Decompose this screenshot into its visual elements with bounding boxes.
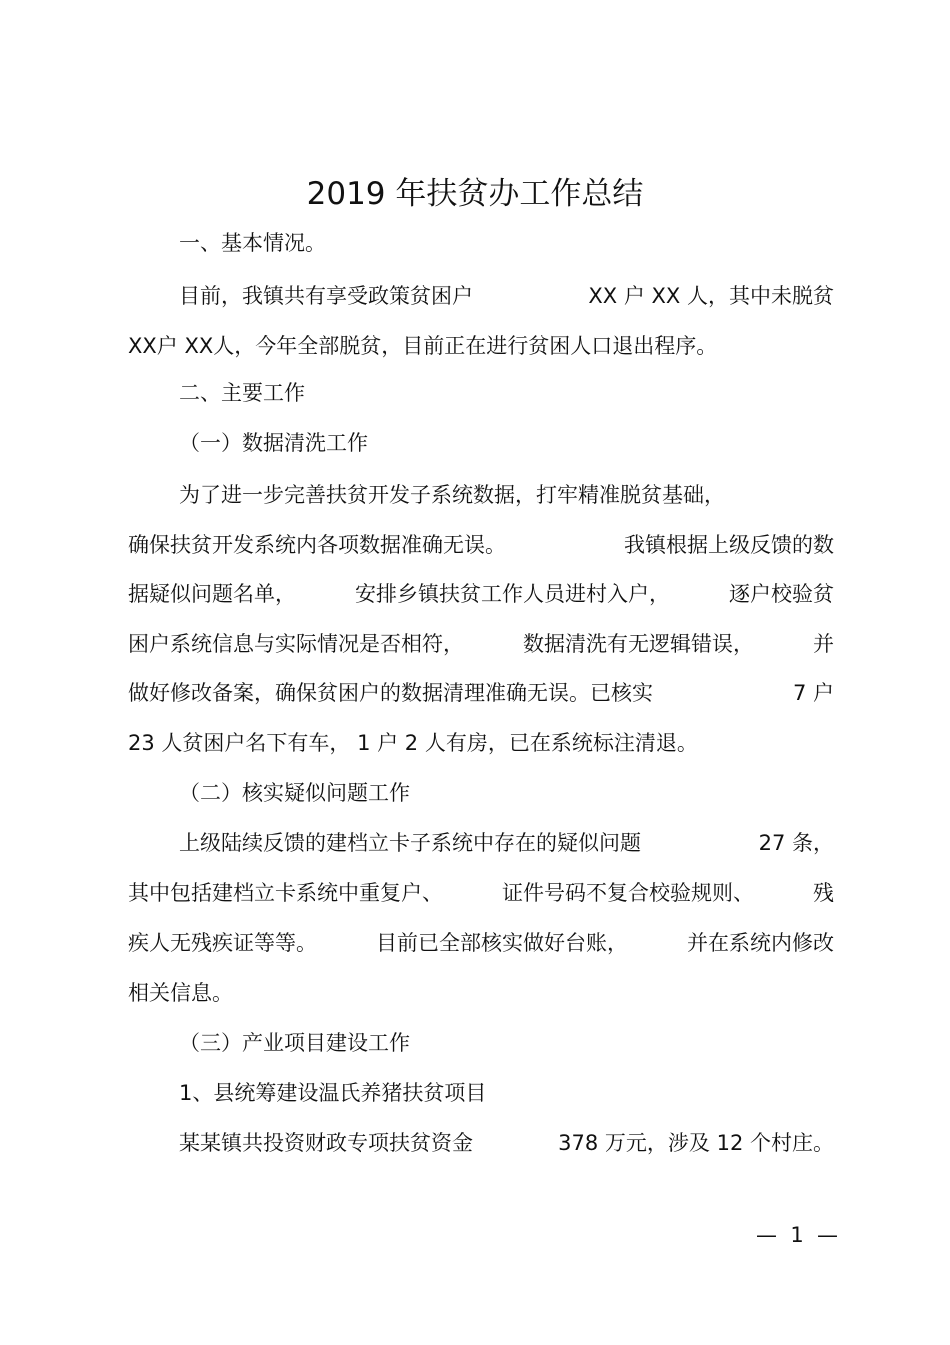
text-segment: 据疑似问题名单， xyxy=(128,582,296,606)
text-segment: 目前已全部核实做好台账， xyxy=(376,931,628,955)
text-segment: 困户系统信息与实际情况是否相符， xyxy=(128,632,464,656)
paragraph-line: 23 人贫困户名下有车， 1 户 2 人有房，已在系统标注清退。 xyxy=(128,731,698,755)
list-item-heading: 1、县统筹建设温氏养猪扶贫项目 xyxy=(179,1081,487,1105)
text-segment: 安排乡镇扶贫工作人员进村入户， xyxy=(355,582,670,606)
paragraph-line xyxy=(128,678,834,708)
text-segment: 上级陆续反馈的建档立卡子系统中存在的疑似问题 xyxy=(179,831,641,855)
paragraph-line xyxy=(179,281,834,311)
text-segment: 27 条， xyxy=(758,831,834,855)
paragraph-line xyxy=(128,579,834,609)
paragraph-line xyxy=(128,530,834,560)
section-heading-main-work: 二、主要工作 xyxy=(179,381,305,405)
text-segment: 其中包括建档立卡系统中重复户、 xyxy=(128,881,443,905)
paragraph-line xyxy=(179,1128,834,1158)
text-segment: 并在系统内修改 xyxy=(687,931,834,955)
paragraph-line: 相关信息。 xyxy=(128,981,233,1005)
subsection-heading-verify-issues: （二）核实疑似问题工作 xyxy=(179,781,410,805)
text-segment: 证件号码不复合校验规则、 xyxy=(502,881,754,905)
section-heading-basic: 一、基本情况。 xyxy=(179,231,326,255)
paragraph-line: XX户 XX人，今年全部脱贫，目前正在进行贫困人口退出程序。 xyxy=(128,334,718,358)
paragraph-line: 为了进一步完善扶贫开发子系统数据，打牢精准脱贫基础， xyxy=(179,483,725,507)
text-segment: 做好修改备案，确保贫困户的数据清理准确无误。已核实 xyxy=(128,681,653,705)
text-segment: 确保扶贫开发系统内各项数据准确无误。 xyxy=(128,533,506,557)
text-segment: 7 户 xyxy=(792,681,834,705)
text-segment: 并 xyxy=(813,632,834,656)
text-segment: 目前，我镇共有享受政策贫困户 xyxy=(179,284,473,308)
text-segment: 疾人无残疾证等等。 xyxy=(128,931,317,955)
subsection-heading-data-cleaning: （一）数据清洗工作 xyxy=(179,431,368,455)
text-segment: 残 xyxy=(813,881,834,905)
text-segment: XX 户 XX 人，其中未脱贫 xyxy=(588,284,834,308)
text-segment: 逐户校验贫 xyxy=(729,582,834,606)
paragraph-line xyxy=(128,878,834,908)
text-segment: 我镇根据上级反馈的数 xyxy=(624,533,834,557)
paragraph-line xyxy=(128,928,834,958)
text-segment: 378 万元，涉及 12 个村庄。 xyxy=(558,1131,834,1155)
paragraph-line xyxy=(179,828,834,858)
text-segment: 某某镇共投资财政专项扶贫资金 xyxy=(179,1131,473,1155)
text-segment: 数据清洗有无逻辑错误， xyxy=(523,632,754,656)
document-title: 2019 年扶贫办工作总结 xyxy=(306,176,644,212)
paragraph-line xyxy=(128,629,834,659)
subsection-heading-industry-projects: （三）产业项目建设工作 xyxy=(179,1031,410,1055)
page-number: — 1 — xyxy=(756,1223,839,1247)
